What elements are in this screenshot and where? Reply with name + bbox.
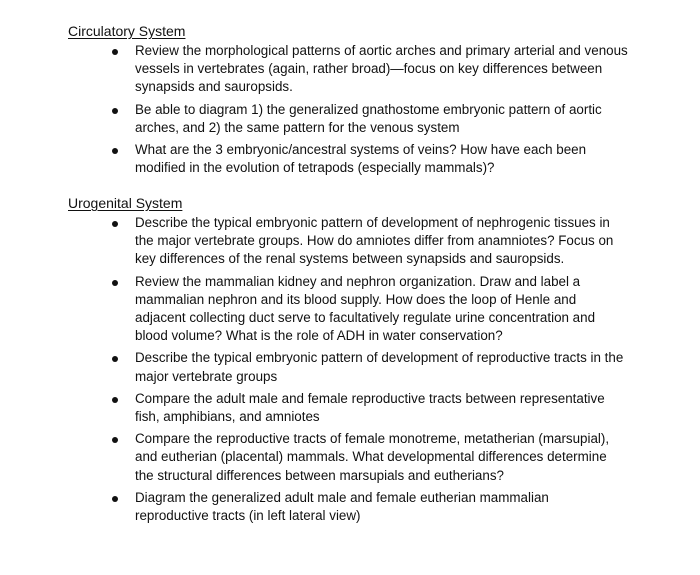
list-item-text: Diagram the generalized adult male and female eutherian mammalian reproductive tracts (in left lateral view): [135, 489, 549, 524]
bullet-icon: [112, 437, 118, 443]
list-item-text: Describe the typical embryonic pattern of development of reproductive tracts in the major vertebrate groups: [135, 350, 624, 384]
list-item: [68, 273, 668, 346]
list-item: [68, 349, 668, 385]
list-item: [68, 390, 668, 426]
list-item: [68, 430, 668, 485]
list-item-text: What are the 3 embryonic/ancestral systems of veins? How have each been modified in the evolution of tetrapods (especially mammals)?: [135, 142, 587, 176]
bullet-list: [68, 214, 668, 525]
section-circulatory-system: [68, 22, 668, 181]
bullet-icon: [112, 397, 118, 403]
list-item: [68, 489, 668, 525]
list-item: [68, 101, 668, 137]
bullet-icon: [112, 49, 118, 55]
bullet-icon: [112, 148, 118, 154]
bullet-icon: [112, 356, 118, 362]
section-heading: Urogenital System: [68, 195, 183, 211]
section-heading: Circulatory System: [68, 23, 186, 39]
bullet-icon: [112, 221, 118, 227]
list-item: [68, 141, 668, 177]
bullet-list: [68, 42, 668, 177]
bullet-icon: [112, 108, 118, 114]
list-item-text: Review the morphological patterns of aortic arches and primary arterial and venous vessels in vertebrates (again, rather broad)—focus on key differences between synapsids and sauropsids.: [135, 43, 628, 95]
list-item: [68, 42, 668, 97]
list-item-text: Describe the typical embryonic pattern of development of nephrogenic tissues in the major vertebrate groups. How do amniotes differ from anamniotes? Focus on key differences of the renal systems between synapsids and sauropsids.: [135, 215, 614, 267]
list-item-text: Compare the adult male and female reproductive tracts between representative fish, amphibians, and amniotes: [135, 390, 605, 425]
section-urogenital-system: [68, 194, 668, 529]
list-item-text: Review the mammalian kidney and nephron organization. Draw and label a mammalian nephron and its blood supply. How does the loop of Henle and adjacent collecting duct serve to facultatively regulate urine concentration and blood volume? What is the role of ADH in water conservation?: [135, 273, 596, 344]
list-item-text: Compare the reproductive tracts of female monotreme, metatherian (marsupial), and eutherian (placental) mammals. What developmental differences determine the structural differences between marsupials and eutherians?: [135, 431, 610, 483]
bullet-icon: [112, 280, 118, 286]
list-item: [68, 214, 668, 269]
bullet-icon: [112, 496, 118, 502]
list-item-text: Be able to diagram 1) the generalized gnathostome embryonic pattern of aortic arches, and 2) the same pattern for the venous system: [135, 101, 602, 135]
